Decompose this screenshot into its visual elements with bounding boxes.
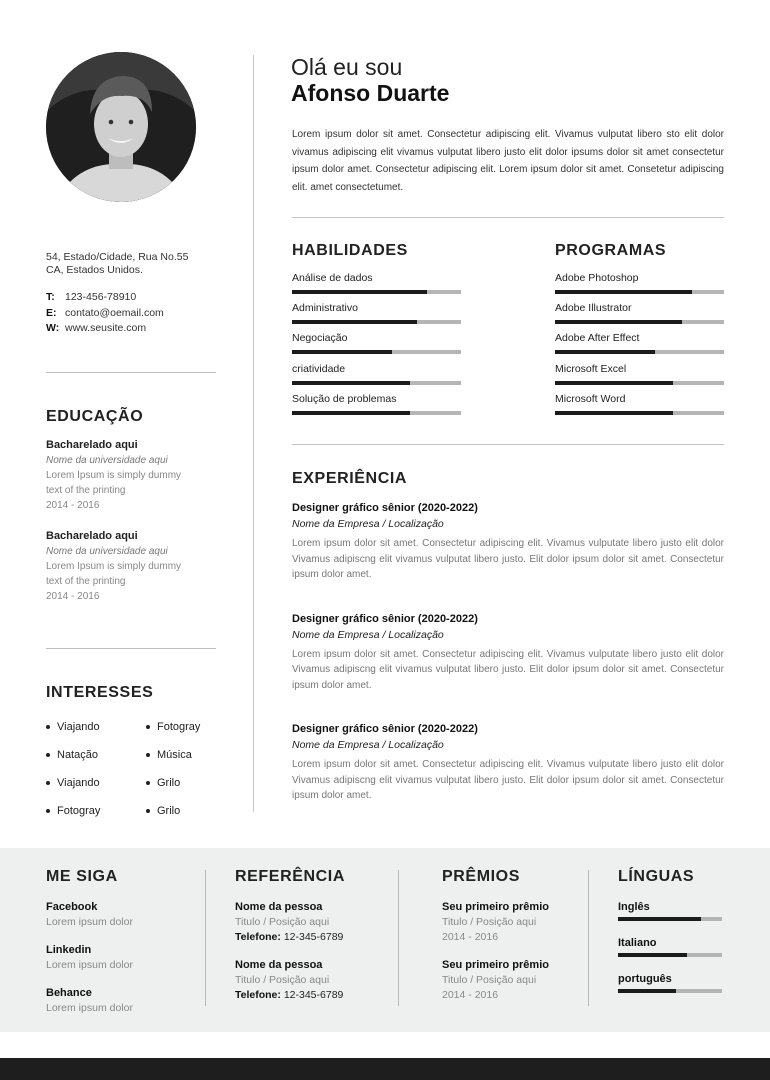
education-item <box>46 438 226 513</box>
interests-list <box>46 719 226 818</box>
education-title: EDUCAÇÃO <box>46 408 144 425</box>
education-item <box>46 529 226 604</box>
skill-item <box>292 332 461 362</box>
interest-label: Viajando <box>57 720 100 733</box>
bullet-icon <box>46 725 50 729</box>
language-bar-fill <box>618 953 687 957</box>
reference-item <box>235 900 385 945</box>
contact-web-row <box>46 322 221 335</box>
awards-title: PRÊMIOS <box>442 868 520 885</box>
interests-title: INTERESSES <box>46 684 154 701</box>
interest-item <box>46 803 146 818</box>
interest-item <box>46 719 146 734</box>
languages-list <box>618 900 738 993</box>
skill-bar-track <box>292 411 461 415</box>
experience-desc: Lorem ipsum dolor sit amet. Consectetur adipiscing elit. Vivamus vulputate libero justo elit dolor Vivamus adipiscng elit vivamus vulputat libero justo. Elit dolor ipsum dolor sit amet. Consectetur ipsum dolor amet. <box>292 648 724 691</box>
skill-bar-fill <box>555 290 692 294</box>
awards-section <box>442 868 582 1016</box>
experience-company: Nome da Empresa / Localização <box>292 518 444 530</box>
languages-section <box>618 868 738 1008</box>
skill-bar-track <box>555 350 724 354</box>
experience-item <box>292 500 724 583</box>
social-handle: Lorem ipsum dolor <box>46 916 133 928</box>
skill-label: Microsoft Word <box>555 392 626 405</box>
skill-item <box>292 272 461 302</box>
award-years: 2014 - 2016 <box>442 989 499 1001</box>
interest-label: Fotogray <box>157 720 201 733</box>
programs-title: PROGRAMAS <box>555 242 667 259</box>
interest-label: Natação <box>57 748 98 761</box>
skill-label: Adobe Photoshop <box>555 272 639 284</box>
bullet-icon <box>146 753 150 757</box>
interest-label: Grilo <box>157 776 181 789</box>
references-title: REFERÊNCIA <box>235 868 346 885</box>
bottom-bar <box>0 1058 770 1080</box>
skill-label: Negociação <box>292 332 348 345</box>
bullet-icon <box>46 809 50 813</box>
social-item[interactable] <box>46 986 196 1016</box>
skill-label: Administrativo <box>292 302 358 315</box>
education-years: 2014 - 2016 <box>46 500 100 511</box>
skill-label: criatividade <box>292 362 346 375</box>
social-item[interactable] <box>46 900 196 930</box>
portrait-image <box>46 52 196 202</box>
language-item <box>618 972 738 993</box>
email-value[interactable]: contato@oemail.com <box>65 306 164 319</box>
skill-bar-track <box>555 411 724 415</box>
social-network: Behance <box>46 987 92 999</box>
award-position: Titulo / Posição aqui <box>442 974 537 986</box>
phone-label: Telefone: <box>235 931 281 943</box>
skill-label: Solução de problemas <box>292 392 397 405</box>
education-university: Nome da universidade aqui <box>46 455 168 466</box>
reference-phone <box>235 988 385 1003</box>
divider <box>292 217 724 218</box>
education-university: Nome da universidade aqui <box>46 546 168 557</box>
social-item[interactable] <box>46 943 196 973</box>
interest-label: Fotogray <box>57 804 101 817</box>
bullet-icon <box>46 753 50 757</box>
social-handle: Lorem ipsum dolor <box>46 1002 133 1014</box>
education-desc: text of the printing <box>46 485 126 496</box>
address-line-1: 54, Estado/Cidade, Rua No.55 <box>46 251 189 263</box>
contact-email-row <box>46 307 221 320</box>
about-text: Lorem ipsum dolor sit amet. Consectetur adipiscing elit. Vivamus vulputat libero sto elit dolor vivamus adipiscing elit vivamus vulputat libero justo elit dolor ipsums dolor sit amet consectetur ipsum dolor amet. Consectetur adipiscing elit. Lorem ipsum dolor sit amet. Consetetur adipiscing elit. amet consectetumet. <box>292 129 724 194</box>
interest-item <box>146 747 226 762</box>
award-name: Seu primeiro prêmio <box>442 959 549 971</box>
skill-bar-track <box>292 350 461 354</box>
bullet-icon <box>146 725 150 729</box>
skill-bar-fill <box>292 350 392 354</box>
education-desc: text of the printing <box>46 576 126 587</box>
award-item <box>442 958 582 1003</box>
web-value[interactable]: www.seusite.com <box>65 322 147 334</box>
contact-phone-row <box>46 291 221 304</box>
award-years: 2014 - 2016 <box>442 931 499 943</box>
follow-title: ME SIGA <box>46 868 118 885</box>
skill-item <box>555 272 724 302</box>
skill-label: Análise de dados <box>292 272 373 284</box>
programs-list <box>555 272 724 423</box>
skill-bar-fill <box>555 381 673 385</box>
skill-bar-fill <box>292 290 427 294</box>
education-years: 2014 - 2016 <box>46 591 100 602</box>
greeting: Olá eu sou <box>291 54 403 80</box>
column-divider <box>253 55 254 812</box>
interest-label: Viajando <box>57 776 100 789</box>
skill-label: Adobe After Effect <box>555 332 640 345</box>
skill-item <box>555 393 724 423</box>
language-name: Italiano <box>618 937 657 949</box>
language-name: português <box>618 973 672 985</box>
profile-photo <box>46 52 196 202</box>
education-degree: Bacharelado aqui <box>46 530 138 542</box>
web-label: W: <box>46 322 60 334</box>
phone-label: T: <box>46 291 55 303</box>
person-name: Afonso Duarte <box>291 80 450 106</box>
skill-bar-fill <box>292 381 410 385</box>
language-bar-fill <box>618 989 676 993</box>
skill-bar-fill <box>555 320 682 324</box>
skill-bar-fill <box>555 411 673 415</box>
education-desc: Lorem Ipsum is simply dummy <box>46 470 182 481</box>
references-section <box>235 868 385 1016</box>
interest-item <box>146 775 226 790</box>
social-network: Linkedin <box>46 944 92 956</box>
social-network: Facebook <box>46 901 98 913</box>
interest-item <box>46 775 146 790</box>
phone-value: 123-456-78910 <box>65 291 137 303</box>
experience-item <box>292 721 724 804</box>
phone-value: 12-345-6789 <box>283 989 344 1001</box>
skills-section <box>292 242 461 423</box>
skill-bar-track <box>292 290 461 294</box>
bullet-icon <box>146 809 150 813</box>
phone-value: 12-345-6789 <box>283 931 344 943</box>
education-degree: Bacharelado aqui <box>46 439 138 451</box>
experience-title: EXPERIÊNCIA <box>292 470 408 487</box>
bullet-icon <box>46 781 50 785</box>
skill-bar-track <box>555 290 724 294</box>
phone-label: Telefone: <box>235 989 281 1001</box>
address-line-2: CA, Estados Unidos. <box>46 264 143 276</box>
experience-desc: Lorem ipsum dolor sit amet. Consectetur adipiscing elit. Vivamus vulputate libero justo elit dolor Vivamus adipiscng elit vivamus vulputat libero justo. Elit dolor ipsum dolor sit amet. Consectetur ipsum dolor amet. <box>292 538 724 580</box>
skill-bar-track <box>555 320 724 324</box>
interest-label: Grilo <box>157 804 181 817</box>
reference-name: Nome da pessoa <box>235 901 323 913</box>
interest-item <box>146 803 226 818</box>
experience-item <box>292 611 724 694</box>
language-bar-track <box>618 917 722 921</box>
skill-label: Microsoft Excel <box>555 362 627 375</box>
language-name: Inglês <box>618 901 650 913</box>
education-section <box>46 408 226 620</box>
language-item <box>618 936 738 957</box>
interest-item <box>46 747 146 762</box>
reference-position: Titulo / Posição aqui <box>235 974 330 986</box>
address <box>46 251 221 277</box>
reference-position: Titulo / Posição aqui <box>235 916 330 928</box>
experience-desc: Lorem ipsum dolor sit amet. Consectetur adipiscing elit. Vivamus vulputate libero justo elit dolor Vivamus adipiscng elit vivamus vulputat libero justo. Elit dolor ipsum dolor sit amet. Consectetur ipsum dolor amet. <box>292 759 724 801</box>
award-position: Titulo / Posição aqui <box>442 916 537 928</box>
languages-title: LÍNGUAS <box>618 868 695 885</box>
skill-item <box>555 363 724 393</box>
social-handle: Lorem ipsum dolor <box>46 959 133 971</box>
experience-company: Nome da Empresa / Localização <box>292 739 444 751</box>
language-item <box>618 900 738 921</box>
experience-section <box>292 470 724 832</box>
language-bar-track <box>618 989 722 993</box>
divider <box>46 648 216 649</box>
reference-item <box>235 958 385 1003</box>
language-bar-track <box>618 953 722 957</box>
skill-bar-track <box>292 381 461 385</box>
education-desc: Lorem Ipsum is simply dummy <box>46 561 182 572</box>
divider <box>588 870 589 1006</box>
language-bar-fill <box>618 917 701 921</box>
divider <box>205 870 206 1006</box>
footer <box>0 848 770 1032</box>
interest-label: Música <box>157 748 192 761</box>
skill-item <box>555 302 724 332</box>
award-item <box>442 900 582 945</box>
divider <box>398 870 399 1006</box>
follow-section <box>46 868 196 1029</box>
skills-title: HABILIDADES <box>292 242 408 259</box>
skill-item <box>555 332 724 362</box>
divider <box>292 444 724 445</box>
reference-phone <box>235 930 385 945</box>
skill-item <box>292 363 461 393</box>
award-name: Seu primeiro prêmio <box>442 901 549 913</box>
interests-section <box>46 684 226 818</box>
skill-label: Adobe Illustrator <box>555 302 632 315</box>
skills-list <box>292 272 461 423</box>
skill-item <box>292 302 461 332</box>
skill-bar-track <box>292 320 461 324</box>
reference-name: Nome da pessoa <box>235 959 323 971</box>
interest-item <box>146 719 226 734</box>
experience-role: Designer gráfico sênior (2020-2022) <box>292 612 478 625</box>
divider <box>46 372 216 373</box>
skill-bar-fill <box>555 350 655 354</box>
skill-bar-fill <box>292 320 417 324</box>
experience-role: Designer gráfico sênior (2020-2022) <box>292 502 478 514</box>
skill-item <box>292 393 461 423</box>
experience-company: Nome da Empresa / Localização <box>292 628 444 641</box>
skill-bar-fill <box>292 411 410 415</box>
email-label: E: <box>46 306 57 319</box>
programs-section <box>555 242 724 423</box>
experience-role: Designer gráfico sênior (2020-2022) <box>292 723 478 735</box>
bullet-icon <box>146 781 150 785</box>
skill-bar-track <box>555 381 724 385</box>
contact-block <box>46 251 221 338</box>
